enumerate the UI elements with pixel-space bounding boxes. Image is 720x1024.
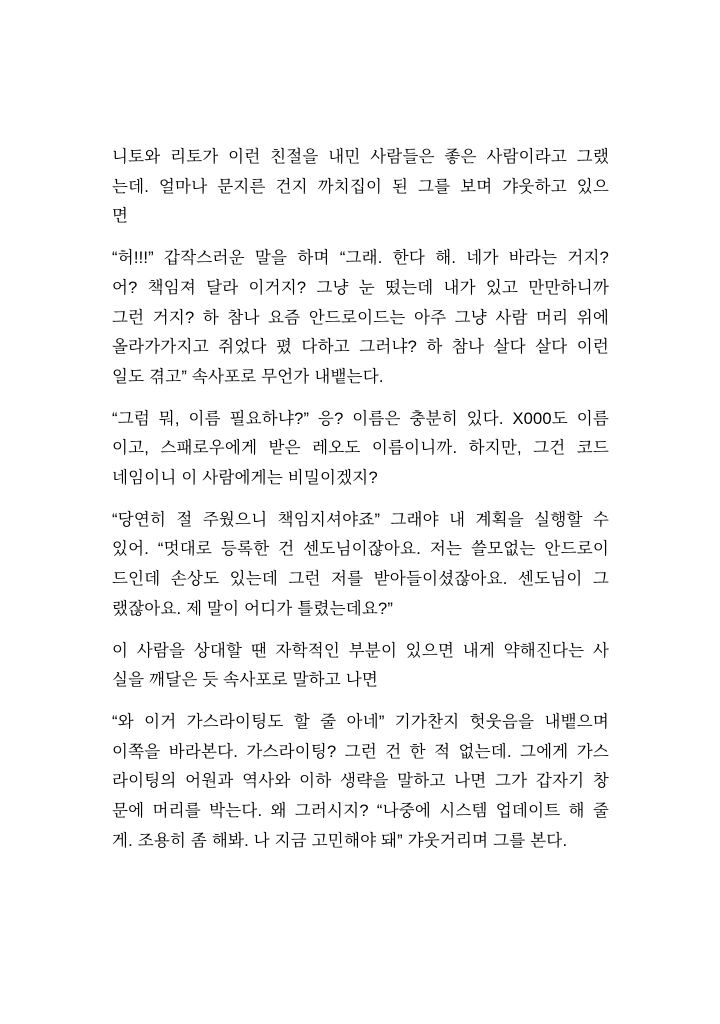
text-line: “그럼 뭐, 이름 필요하냐?” 응? 이름은 충분히 있다. X000도 이름 (112, 409, 609, 428)
text-line: 올라가가지고 쥐었다 폈 다하고 그러냐? 하 참나 살다 살다 이런 (112, 338, 609, 357)
text-line: 는데. 얼마나 문지른 건지 까치집이 된 그를 보며 갸웃하고 있으 (112, 177, 609, 196)
text-line: 라이팅의 어원과 역사와 이하 생략을 말하고 나면 그가 갑자기 창 (112, 772, 609, 791)
text-line: 있어. “멋대로 등록한 건 센도님이잖아요. 저는 쓸모없는 안드로이 (112, 540, 609, 559)
paragraph (112, 244, 609, 393)
paragraph (112, 405, 609, 494)
text-line: “당연히 절 주웠으니 책임지셔야죠” 그래야 내 계획을 실행할 수 (112, 510, 609, 529)
text-line: 면 (112, 207, 129, 226)
paragraph (112, 708, 609, 857)
text-line: “허!!!” 갑작스러운 말을 하며 “그래. 한다 해. 네가 바라는 거지? (112, 249, 609, 268)
paragraph (112, 143, 609, 232)
text-line: 랬잖아요. 제 말이 어디가 틀렸는데요?” (112, 599, 394, 618)
text-line: 이쪽을 바라본다. 가스라이팅? 그런 건 한 적 없는데. 그에게 가스 (112, 742, 609, 761)
text-line: 네임이니 이 사람에게는 비밀이겠지? (112, 469, 378, 488)
text-line: 문에 머리를 박는다. 왜 그러시지? “나중에 시스템 업데이트 해 줄 (112, 802, 609, 821)
paragraph (112, 637, 609, 696)
text-line: 어? 책임져 달라 이거지? 그냥 눈 떴는데 내가 있고 만만하니까 (112, 278, 609, 297)
text-line: 니토와 리토가 이런 친절을 내민 사람들은 좋은 사람이라고 그랬 (112, 148, 609, 166)
text-line: 이 사람을 상대할 땐 자학적인 부분이 있으면 내게 약해진다는 사 (112, 641, 609, 660)
paragraph (112, 506, 609, 625)
text-line: 이고, 스패로우에게 받은 레오도 이름이니까. 하지만, 그건 코드 (112, 439, 609, 458)
document-text (112, 143, 609, 868)
text-line: “와 이거 가스라이팅도 할 줄 아네” 기가찬지 헛웃음을 내뱉으며 (112, 712, 609, 731)
text-line: 일도 겪고” 속사포로 무언가 내뱉는다. (112, 367, 384, 386)
text-line: 게. 조용히 좀 해봐. 나 지금 고민해야 돼” 갸웃거리며 그를 본다. (112, 831, 568, 850)
text-line: 드인데 손상도 있는데 그런 저를 받아들이셨잖아요. 센도님이 그 (112, 570, 609, 589)
text-line: 그런 거지? 하 참나 요즘 안드로이드는 아주 그냥 사람 머리 위에 (112, 308, 609, 327)
text-line: 실을 깨달은 듯 속사포로 말하고 나면 (112, 671, 379, 690)
